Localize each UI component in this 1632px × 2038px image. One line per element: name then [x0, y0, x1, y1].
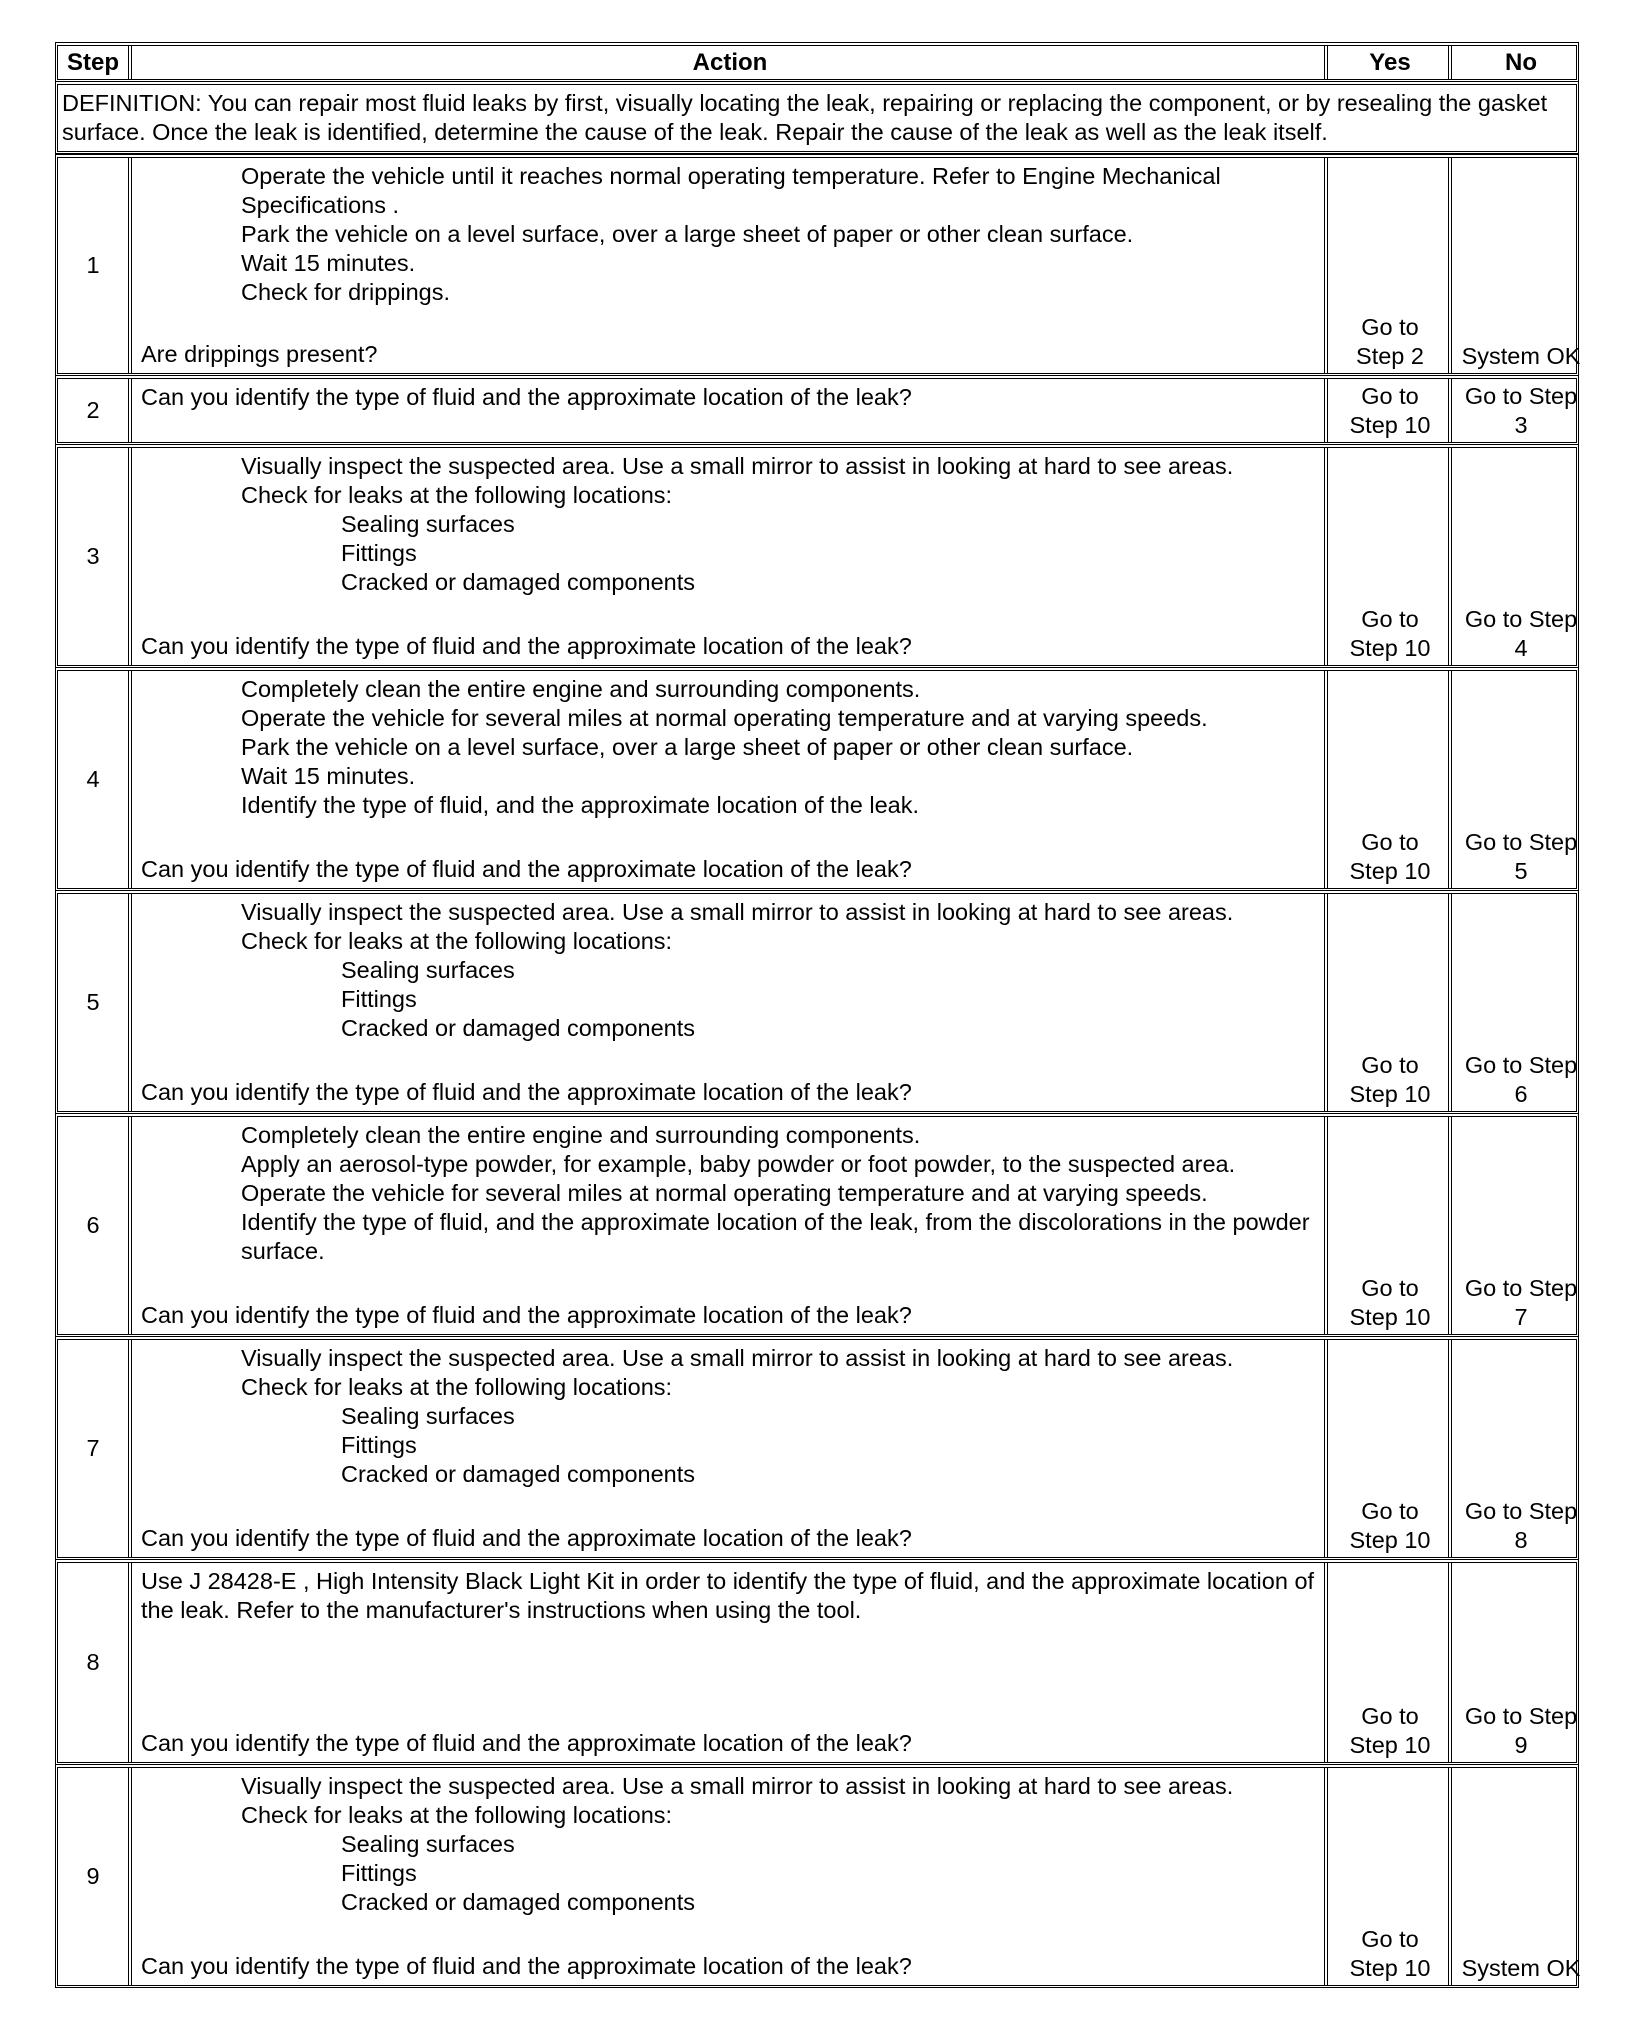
action-line: Check for leaks at the following locations: — [241, 482, 673, 508]
step-question: Can you identify the type of fluid and the approximate location of the leak? — [141, 633, 912, 659]
action-line: Visually inspect the suspected area. Use a small mirror to assist in looking at hard to see areas. — [241, 453, 1234, 479]
step-question: Can you identify the type of fluid and the approximate location of the leak? — [141, 1730, 912, 1756]
action-line: Operate the vehicle for several miles at normal operating temperature and at varying speeds. — [241, 1180, 1208, 1206]
action-line: Check for drippings. — [241, 279, 450, 305]
table-row — [55, 1336, 1579, 1560]
step-number: 8 — [58, 1563, 132, 1762]
no-result: Go to Step 6 — [1464, 1052, 1578, 1107]
table-row — [55, 667, 1579, 891]
action-line: Fittings — [341, 540, 417, 566]
header-yes: Yes — [1332, 46, 1452, 79]
step-action — [136, 1340, 1328, 1557]
header-no: No — [1505, 49, 1537, 76]
action-lines — [141, 383, 1320, 438]
no-result: Go to Step 7 — [1464, 1275, 1578, 1330]
yes-result: Go to Step 10 — [1332, 448, 1452, 665]
yes-result: Go to Step 10 — [1332, 894, 1452, 1111]
table-header — [55, 42, 1579, 82]
action-line: Cracked or damaged components — [341, 1015, 696, 1041]
action-line: Visually inspect the suspected area. Use a small mirror to assist in looking at hard to see areas. — [241, 899, 1234, 925]
action-line: Sealing surfaces — [341, 957, 515, 983]
step-number: 2 — [58, 379, 132, 442]
action-line: Visually inspect the suspected area. Use a small mirror to assist in looking at hard to see areas. — [241, 1773, 1234, 1799]
step-number: 6 — [58, 1117, 132, 1334]
step-action — [136, 1117, 1328, 1334]
header-action: Action — [136, 46, 1328, 79]
action-line: Wait 15 minutes. — [241, 250, 416, 276]
action-line: Operate the vehicle until it reaches normal operating temperature. Refer to Engine Mechanical Specifications . — [241, 163, 1221, 218]
action-line: Identify the type of fluid, and the approximate location of the leak. — [241, 792, 920, 818]
no-result: Go to Step 8 — [1464, 1498, 1578, 1553]
action-line: Fittings — [341, 986, 417, 1012]
action-lines — [141, 1121, 1320, 1301]
action-lines — [141, 1344, 1320, 1524]
table-row — [55, 1559, 1579, 1765]
step-question: Can you identify the type of fluid and the approximate location of the leak? — [141, 1525, 912, 1551]
action-line: Operate the vehicle for several miles at normal operating temperature and at varying speeds. — [241, 705, 1208, 731]
action-line: Fittings — [341, 1860, 417, 1886]
action-line: Sealing surfaces — [341, 1403, 515, 1429]
table-row — [55, 1113, 1579, 1337]
table-row — [55, 444, 1579, 668]
yes-result: Go to Step 10 — [1332, 1563, 1452, 1762]
step-action — [136, 448, 1328, 665]
step-action — [136, 379, 1328, 442]
no-result: System OK — [1461, 343, 1581, 369]
table-row — [55, 890, 1579, 1114]
yes-result: Go to Step 2 — [1332, 158, 1452, 373]
step-number: 5 — [58, 894, 132, 1111]
yes-result: Go to Step 10 — [1332, 1117, 1452, 1334]
step-question: Are drippings present? — [141, 341, 378, 367]
action-line: Check for leaks at the following locations: — [241, 1802, 673, 1828]
action-lines — [141, 1772, 1320, 1952]
action-line: Cracked or damaged components — [341, 1889, 696, 1915]
action-lines — [141, 452, 1320, 632]
action-line: Park the vehicle on a level surface, over a large sheet of paper or other clean surface. — [241, 734, 1134, 760]
action-line: Check for leaks at the following locations: — [241, 928, 673, 954]
no-result: Go to Step 9 — [1464, 1703, 1578, 1758]
step-action — [136, 1768, 1328, 1985]
step-action — [136, 1563, 1328, 1762]
step-number: 1 — [58, 158, 132, 373]
action-line: Use J 28428-E , High Intensity Black Light Kit in order to identify the type of fluid, and the approximate location of the leak. Refer to the manufacturer's instructions when using the tool. — [141, 1568, 1315, 1623]
action-line: Check for leaks at the following locations: — [241, 1374, 673, 1400]
step-question: Can you identify the type of fluid and the approximate location of the leak? — [141, 1953, 912, 1979]
header-step: Step — [58, 46, 132, 79]
step-number: 9 — [58, 1768, 132, 1985]
action-line: Identify the type of fluid, and the approximate location of the leak, from the discolorations in the powder surface. — [241, 1209, 1310, 1264]
step-number: 4 — [58, 671, 132, 888]
step-question: Can you identify the type of fluid and the approximate location of the leak? — [141, 1079, 912, 1105]
action-line: Cracked or damaged components — [341, 1461, 696, 1487]
action-line: Completely clean the entire engine and surrounding components. — [241, 1122, 921, 1148]
action-line: Wait 15 minutes. — [241, 763, 416, 789]
step-number: 3 — [58, 448, 132, 665]
action-line: Apply an aerosol-type powder, for example, baby powder or foot powder, to the suspected area. — [241, 1151, 1236, 1177]
step-question: Can you identify the type of fluid and the approximate location of the leak? — [141, 1302, 912, 1328]
step-question: Can you identify the type of fluid and the approximate location of the leak? — [141, 856, 912, 882]
action-lines — [141, 162, 1320, 340]
action-line: Park the vehicle on a level surface, over a large sheet of paper or other clean surface. — [241, 221, 1134, 247]
yes-result: Go to Step 10 — [1332, 1340, 1452, 1557]
step-number: 7 — [58, 1340, 132, 1557]
step-question: Can you identify the type of fluid and the approximate location of the leak? — [141, 384, 912, 410]
no-result: System OK — [1461, 1955, 1581, 1981]
no-result: Go to Step 3 — [1464, 383, 1578, 438]
yes-result: Go to Step 10 — [1332, 1768, 1452, 1985]
yes-result: Go to Step 10 — [1332, 671, 1452, 888]
action-line: Fittings — [341, 1432, 417, 1458]
no-result: Go to Step 5 — [1464, 829, 1578, 884]
diagnostic-table — [55, 42, 1579, 1988]
action-lines — [141, 1567, 1320, 1729]
step-action — [136, 158, 1328, 373]
action-line: Visually inspect the suspected area. Use a small mirror to assist in looking at hard to see areas. — [241, 1345, 1234, 1371]
yes-result: Go to Step 10 — [1332, 379, 1452, 442]
action-line: Completely clean the entire engine and surrounding components. — [241, 676, 921, 702]
table-row — [55, 375, 1579, 445]
action-lines — [141, 675, 1320, 855]
step-rows — [55, 154, 1579, 1988]
action-line: Cracked or damaged components — [341, 569, 696, 595]
step-action — [136, 671, 1328, 888]
table-row — [55, 1764, 1579, 1988]
table-row — [55, 154, 1579, 376]
definition-text: DEFINITION: You can repair most fluid leaks by first, visually locating the leak, repairing or replacing the component, or by resealing the gasket surface. Once the leak is identified, determine the cause of the leak. Repair the cause of the leak as well as the leak itself. — [55, 81, 1579, 154]
action-lines — [141, 898, 1320, 1078]
no-result: Go to Step 4 — [1464, 606, 1578, 661]
action-line: Sealing surfaces — [341, 1831, 515, 1857]
action-line: Sealing surfaces — [341, 511, 515, 537]
step-action — [136, 894, 1328, 1111]
